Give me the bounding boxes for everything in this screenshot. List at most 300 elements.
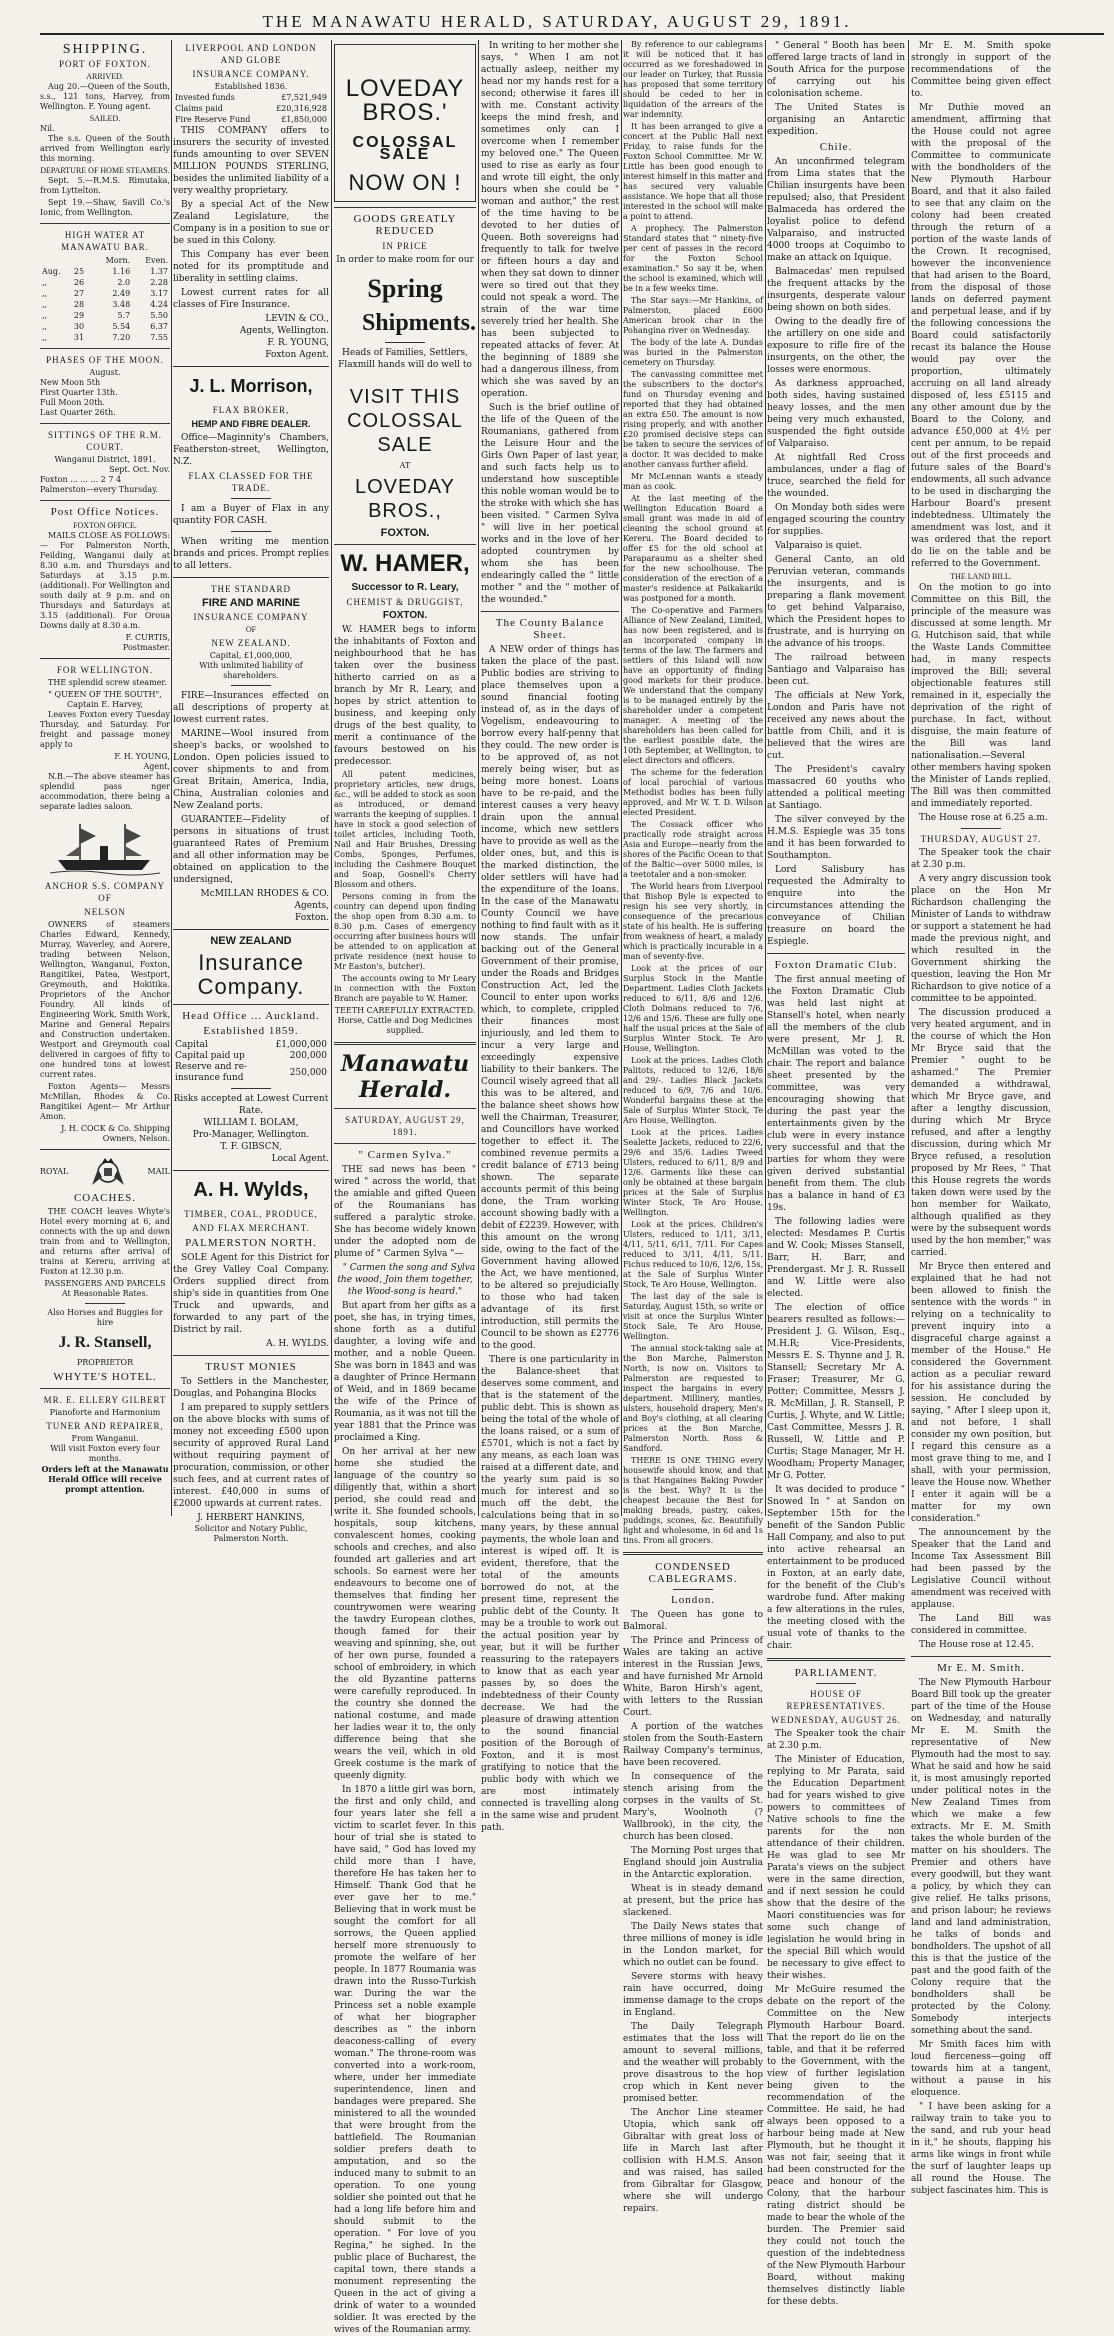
tide-morn: 5.7 — [117, 311, 131, 320]
anchor-heading: ANCHOR S.S. COMPANY OF — [44, 881, 166, 903]
loveday-name: LOVEDAY BROS., — [355, 476, 455, 522]
divider — [40, 1149, 170, 1150]
court-months: Sept. Oct. Nov. — [109, 465, 170, 474]
trust-sub: To Settlers in the Manchester, Douglas, and Pohangina Blocks — [173, 1377, 329, 1399]
moon-phase: Full Moon 20th. — [40, 398, 105, 407]
globe-agent: F. R. YOUNG, — [267, 338, 329, 348]
divider — [173, 1355, 329, 1356]
tide-month: ,, — [42, 278, 48, 287]
tide-day: 29 — [73, 311, 85, 320]
cable-item: The Morning Post urges that England should join Australia in the Antarctic exploration. — [623, 1846, 763, 1880]
standard-marine: MARINE—Wool insured from sheep's backs, or woolshed to London. Open policies issued to cover shipments to and from Great Britain, America, India, China, Australian colonies and New Zealand ports. — [173, 729, 329, 811]
chile-paragraph: As darkness approached, both sides, having sustained heavy losses, and the men being very much exhausted, suspended the fight outside of Valparaiso. — [767, 379, 905, 449]
column-6 — [767, 40, 905, 2307]
divider — [911, 1656, 1051, 1657]
globe-sub: INSURANCE COMPANY. — [192, 69, 310, 79]
gilbert-tuner: TUNER AND REPAIRER, — [46, 1421, 164, 1431]
cable-item: The Daily News states that three millions of money is idle in the London market, for which no outlet can be found. — [623, 1922, 763, 1968]
news-item: " General " Booth has been offered large tracts of land in South Africa for the purpose of carrying out his colonisation scheme. — [767, 41, 905, 99]
news-item: Look at the prices of our Surplus Stock in the Mantle Department. Ladies Cloth Jackets reduced to 6/11, 8/6 and 12/6. Cloth Dolmans reduced to 7/6, 12/6 and 15/6. These are fully one half the usual prices at the Sale of Surplus Winter Stock. Te Aro House, Wellington. — [623, 964, 763, 1053]
stansell-role: PROPRIETOR — [76, 1358, 134, 1367]
divider — [334, 544, 476, 545]
tide-morn: 1.16 — [112, 267, 131, 276]
globe-body-3: This Company has ever been noted for its promptitude and liberality in settling claims. — [173, 250, 329, 284]
hamer-town: FOXTON. — [382, 610, 428, 621]
morrison-dealer: HEMP AND FIBRE DEALER. — [191, 419, 311, 429]
divider — [40, 223, 170, 224]
divider — [173, 366, 329, 367]
news-item: The canvassing committee met the subscribers to the doctor's fund on Thursday evening and reported that they had obtained an extra £50. The amount is now rising properly, and with another £20 promised decisive steps can be taken to secure the services of a doctor. It was decided to make another canvass further afield. — [623, 370, 763, 469]
standard-h3: INSURANCE COMPANY — [193, 612, 309, 622]
tide-day: 28 — [73, 300, 85, 309]
parliament-paragraph: Mr Bryce then entered and explained that he had not been allowed to finish the sentence with the words " in relying on a technicality to prevent inquiry into a disgraceful charge against a member of the House." He considered the Government action as a peculiar reward for his assistance during the session. He concluded by saying, " After I sleep upon it, and not before, I shall consider my own position, but I regard this censure as a most grave thing to me, and I shall, with your permission, leave the House now. Whether I enter it again will be a matter for my own consideration." — [911, 1262, 1051, 1524]
morrison-office: Office—Maginnity's Chambers, Featherston-street, Wellington, N.Z. — [173, 433, 329, 467]
capital-label: Capital paid up — [175, 1051, 245, 1061]
smith-paragraph: " I have been asking for a railway train to take you to the sand, and rub your head in it," he shouts, flapping his arms like wings in front while the surf of laughter leaps up all round the House. The subject fascinates him. This is — [911, 2102, 1051, 2196]
smith-title: Mr E. M. Smith. — [937, 1662, 1025, 1674]
divider — [961, 828, 1001, 829]
divider — [173, 929, 329, 930]
trust-sign-place: Palmerston North. — [213, 1534, 289, 1543]
cables-place: London. — [671, 1594, 715, 1606]
tide-morn: 3.48 — [112, 300, 131, 309]
tide-month: Aug. — [42, 267, 61, 276]
gilbert-orders: Orders left at the Manawatu Herald Office will receive prompt attention. — [41, 1464, 169, 1494]
nzi-h1: NEW ZEALAND — [210, 935, 292, 947]
article-paragraph: Such is the brief outline of the life of the Queen of the Roumanians, gathered from the Leisure Hour and the Girls Own Paper of last year, and such facts help us to understand how susceptible this noble woman would be to the stroke with which she has been visited. " Carmen Sylva " will live in her poetical works and in the love of her adopted countrymen by whom she has been endearingly called the " little mother " and the " mother of the wounded." — [481, 403, 619, 605]
article-paragraph: THE sad news has been " wired " across the world, that the amiable and gifted Queen of the Roumanians has suffered a paralytic stroke. She has become widely known under the adopted nom de plume of " Carmen Sylva "— — [334, 1165, 476, 1259]
departure-2: Sept 19.—Shaw, Savill Co.'s Ionic, from Wellington. — [40, 198, 170, 217]
chile-paragraph: The President's cavalry massacred 60 youths who attended a political meeting at Santiago. — [767, 765, 905, 811]
tide-morn: 2.49 — [112, 289, 131, 298]
trust-sign-title: Solicitor and Notary Public, — [194, 1524, 308, 1533]
nzi-risks: Risks accepted at Lowest Current Rate. — [173, 1094, 329, 1116]
wylds-sign: A. H. WYLDS. — [266, 1339, 329, 1349]
nzi-agent: WILLIAM I. BOLAM, — [203, 1118, 299, 1128]
loveday-town: FOXTON. — [380, 527, 430, 539]
divider — [40, 500, 170, 501]
nzi-office: Head Office ... Auckland. — [182, 1010, 320, 1022]
parliament-paragraph: The Minister of Education, replying to Mr Parata, said the Education Department had for years wished to give powers to committees of Native schools to fine the parents for the non attendance of their children. He was glad to see Mr Parata's views on the subject were in the same direction, and if next session he could show that the desire of the Maori constituencies was for some such change of legislation he would bring in the special Bill which would be necessary to give effect to their wishes. — [767, 1755, 905, 1981]
column-1 — [40, 40, 170, 1516]
stansell-name: J. R. Stansell, — [58, 1334, 152, 1351]
parliament-paragraph: Mr E. M. Smith spoke strongly in support of the recommendations of the Committee being given effect to. — [911, 41, 1051, 99]
fund-value: £1,850,000 — [281, 115, 327, 124]
chile-paragraph: Owing to the deadly fire of the artillery on one side and exposure to rifle fire of the insurgents, on the other, the losses were enormous. — [767, 317, 905, 375]
news-item: Look at the prices. Ladies Cloth Palitots, reduced to 12/6, 18/6 and 29/-. Ladies Black Jackets reduced to 6/9, 7/6 and 10/6. Wonderful bargains these at the Sale of Surplus Winter Stock, Te Aro House, Wellington. — [623, 1056, 763, 1125]
tide-even: 3.17 — [150, 289, 168, 298]
departure-heading: DEPARTURE OF HOME STEAMERS. — [40, 166, 170, 175]
parliament-paragraph: Mr McGuire resumed the debate on the report of the Committee on the New Plymouth Harbour Board. That the report do lie on the table, and that it be referred to the Government, with the view of further legislation being given to the recommendation of the Committee. He said, he had always been opposed to a harbour being made at New Plymouth, but he thought it was not fair, seeing that it had been constructed for the peace and honour of the Colony, that the harbour rating district should be made to bear the whole of the burden. The Premier said they could not touch the question of the indebtedness of the New Plymouth Harbour Board, without making themselves distinctly liable for these debts. — [767, 1985, 905, 2307]
tide-table — [40, 255, 170, 343]
balance-paragraph: A NEW order of things has taken the place of the past. Public bodies are striving to place themselves upon a sound financial footing instead of, as in the days of Vogelism, endeavouring to borrow every half-penny that they could. The new order is to be approved of, as not merely being wiser, but as being more honest. Loans have to be re-paid, and the interest causes a very heavy drain upon the annual income, which new settlers have to provide as well as the older ones, but, and this is the marked distinction, the older settlers will have had the expenditure of the loans. In the case of the Manawatu County Council we have nothing to find fault with as it now stands. The unfair backing out of the General Government of their promise, under the Roads and Bridges Construction Act, led the Council to enter upon works which, to complete, crippled their finances most injuriously, and led them to incur a very large and exceedingly expensive liability to their bankers. The Council wisely agreed that all this was to be altered, and the balance sheet shows how well the Chairman, Treasurer, and Councillors have worked together to effect it. The combined revenue permits a credit balance of £713 being shown. The separate accounts permit of this being done, the Tram working account showing badly with a debit of £2239. However, with this amount on the wrong side, owing to the fact of the Government having allowed the Act, we have mentioned, to be altered so prejudicially to those who had taken advantage of its first introduction, still permits the Council to be shown as £2776 to the good. — [481, 645, 619, 1351]
dramatic-paragraph: The first annual meeting of the Foxton Dramatic Club was held last night at Stansell's hotel, when nearly all the members of the club were present, Mr J. R. McMillan was voted to the chair. The report and balance sheet presented by the committee, was very encouraging showing that during the past year the entertainments given by the club were in every instance very successful and that the parties for whom they were given derived substantial benefit from them. The club has a balance in hand of £3 19s. — [767, 975, 905, 1213]
parliament-paragraph: On the motion to go into Committee on this Bill, the principle of the measure was discussed at some length. Mr G. Hutchison said, that while the Waste Lands Committee had, in many respects improved the Bill; several objectionable features still remained in it, especially the deprivation of the right of purchase. In fact, without disguise, the main feature of the Bill was land nationalisation.—Several other members having spoken the Minister of Lands replied. The Bill was then committed and immediately reported. — [911, 583, 1051, 809]
table-row — [173, 1062, 329, 1084]
standard-guarantee: GUARANTEE—Fidelity of persons in situations of trust guaranteed Rates of Premium and all other information may be obtained on application to the undersigned, — [173, 815, 329, 885]
departure-1: Sept. 5.—R.M.S. Rimutaka, from Lyttelton. — [40, 176, 170, 195]
divider — [85, 1303, 125, 1304]
arrived-text: Aug 20.—Queen of the South, s.s., 121 tons, Harvey, from Wellington. F. Young agent. — [40, 82, 170, 111]
column-rule — [331, 40, 332, 1516]
news-item: The World hears from Liverpool that Bishop Byle is expected to resign his see very shortly, in consequence of the precarious state of his health. He is suffering from weakness of heart, a malady which is practically incurable in a man of seventy-five. — [623, 882, 763, 961]
tide-month: ,, — [42, 311, 48, 320]
loveday-heads: Heads of Families, Settlers, Flaxmill hands will do well to — [338, 348, 472, 370]
globe-est: Established 1836. — [214, 82, 288, 91]
cable-item: The Prince and Princess of Wales are taking an active interest in the Russian Jews, and have furnished Mr Arnold White, Baron Hirsh's agent, with letters to the Russian Court. — [623, 1636, 763, 1718]
news-item: Look at the prices. Ladies Sealette Jackets, reduced to 22/6, 29/6 and 35/6. Ladies Tweed Ulsters, reduced to 6/11, 8/9 and 12/6. Garments like these can only be obtained at these bargain prices at the Sale of Surplus Winter Stock, Te Aro House, Wellington. — [623, 1128, 763, 1217]
mail-label: MAIL — [147, 1167, 170, 1176]
nzi-capital-table — [173, 1040, 329, 1084]
wylds-trade: TIMBER, COAL, PRODUCE, — [184, 1209, 318, 1219]
column-2 — [173, 40, 329, 1543]
divider — [767, 953, 905, 954]
cable-item: Wheat is in steady demand at present, but the price has slackened. — [623, 1884, 763, 1918]
thursday-heading: THURSDAY, AUGUST 27. — [920, 834, 1042, 844]
post-sub: FOXTON OFFICE. — [73, 521, 137, 530]
cable-item: The Queen has gone to Balmoral. — [623, 1610, 763, 1632]
parliament-paragraph: The Speaker took the chair at 2.30 p.m. — [911, 848, 1051, 870]
court-foxton: Foxton ... ... ... 2 7 4 — [40, 475, 122, 484]
divider — [481, 611, 619, 612]
nzi-est: Established 1859. — [203, 1025, 299, 1037]
anchor-agents: Foxton Agents— Messrs McMillan, Rhodes & Co. Rangitikei Agent— Mr Arthur Amon. — [40, 1082, 170, 1121]
loveday-advertisement — [334, 44, 476, 202]
wellington-heading: FOR WELLINGTON. — [56, 665, 154, 675]
wellington-agent-title: Agent, — [143, 762, 170, 771]
standard-liability: With unlimited liability of shareholders. — [199, 661, 303, 680]
divider — [231, 1088, 271, 1089]
nzi-h2: Insurance Company. — [197, 950, 305, 999]
globe-body-1: THIS COMPANY offers to insurers the security of invested funds amounting to over SEVEN MILLION POUNDS STERLING, besides the unlimited liability of a very wealthy proprietary. — [173, 126, 329, 196]
smith-paragraph: The New Plymouth Harbour Board Bill took up the greater part of the time of the House on Wednesday, and naturally Mr E. M. Smith the representative of New Plymouth had the most to say. What he said and how he said it, is most amusingly reported under political notes in the New Zealand Times from which we make a few extracts. Mr E. M. Smith takes the whole burden of the matter on his shoulders. The Premier and others have every goodwill, but they want a policy, by which they can give relief. He talks prisons, and prison labour; he reviews land and land administration, he talks of bonds and bondholders. The upshot of all this is that the justice of the past and the good faith of the Colony require that the bondholders shall be protected by the Colony. Somebody interjects something about the sand. — [911, 1678, 1051, 2036]
standard-agent: McMILLAN RHODES & CO. — [200, 889, 329, 899]
news-item: The Cossack officer who practically rode straight across Asia and Europe—nearly from the shores of the Pacific Ocean to that of the Baltic—over 5000 miles, is a teetotaler and a non-smoker. — [623, 820, 763, 879]
news-item: By reference to our cablegrams it will be noticed that it has occurred as we foreshadowed in our leader on Turkey, that Russia has proposed that some territory should be ceded to her in liquidation of the arrears of the war indemnity. — [623, 40, 763, 119]
article-paragraph: But apart from her gifts as a poet, she has, in trying times, shone forth as a dutiful daughter, a loving wife and mother, and a noble Queen. She was born in 1843 and was a daughter of Prince Hermann of Weid, and in 1869 became the wife of the Prince of Roumania, as it was not till the year 1881 that the Prince was proclaimed a King. — [334, 1301, 476, 1443]
capital-value: £1,000,000 — [275, 1040, 327, 1050]
standard-h2: FIRE AND MARINE — [202, 597, 300, 609]
chile-paragraph: Lord Salisbury has requested the Admiralty to enquire into the circumstances attending the conveyance of Chilian treasure on board the Espiegle. — [767, 865, 905, 947]
column-rule — [171, 40, 172, 1516]
tide-even: 4.24 — [150, 300, 168, 309]
globe-body-4: Lowest current rates for all classes of Fire Insurance. — [173, 288, 329, 310]
tide-even: 6.37 — [150, 322, 168, 331]
smith-paragraph: Mr Smith faces him with loud fierceness—going off towards him at a tangent, without a pause in his eloquence. — [911, 2040, 1051, 2098]
divider — [173, 1170, 329, 1171]
shipping-heading: SHIPPING. — [62, 42, 148, 57]
herald-nameplate: Manawatu Herald. — [340, 1051, 470, 1103]
table-row — [40, 299, 170, 310]
morrison-flax: FLAX CLASSED FOR THE TRADE. — [188, 471, 314, 493]
news-item: Mr McLennan wants a steady man as cook. — [623, 472, 763, 491]
stansell-hotel: WHYTE'S HOTEL. — [53, 1371, 157, 1383]
chile-paragraph: Balmacedas' men repulsed the frequent attacks by the insurgents, desperate valour being shown on both sides. — [767, 267, 905, 313]
loveday-visit: VISIT THIS COLOSSAL SALE — [347, 386, 463, 456]
gilbert-from: From Wanganui. — [71, 1434, 139, 1443]
table-row — [40, 332, 170, 343]
tide-day: 25 — [73, 267, 85, 276]
chile-title: Chile. — [819, 141, 853, 153]
nzi-agent: Local Agent. — [271, 1154, 329, 1164]
loveday-at: AT — [399, 461, 411, 470]
fund-label: Claims paid — [175, 104, 223, 113]
morrison-name: J. L. Morrison, — [189, 376, 313, 396]
chile-paragraph: At nightfall Red Cross ambulances, under a flag of truce, searched the field for the wounded. — [767, 453, 905, 499]
globe-agent: Foxton Agent. — [265, 350, 329, 360]
coach-horses: Also Horses and Buggies for hire — [47, 1308, 163, 1327]
chile-paragraph: Valparaiso is quiet. — [775, 541, 863, 551]
tide-even: 2.28 — [150, 278, 168, 287]
standard-fire: FIRE—Insurances effected on all descriptions of property at lowest current rates. — [173, 691, 329, 725]
divider — [767, 1658, 905, 1661]
table-row — [173, 1040, 329, 1051]
nzi-agent: T. F. GIBSCN, — [220, 1142, 282, 1152]
coach-parcels: PASSENGERS AND PARCELS — [44, 1279, 166, 1288]
dramatic-paragraph: The election of office bearers resulted as follows:—President J. G. Wilson, Esq., M.H.R; Vice-Presidents, Messrs E. S. Thynne and J. R. Stansell; Secretary Mr A. Fraser; Treasurer, Mr G. Potter; Committee, Messrs J. R. McMillan, J. R. Stansell, P. Curtis, J. Whyte, and W. Little; Cast Committee, Messrs J. R. Russell, W. Little and P. Curtis; Stage Manager, Mr H. Woodham; Property Manager, Mr G. Potter. — [767, 1303, 905, 1481]
divider — [231, 531, 271, 532]
arrived-label: ARRIVED. — [86, 72, 124, 81]
article-paragraph: In writing to her mother she says, " When I am not actually asleep, neither my head nor my hands rest for a second; otherwise it fares ill with me. Constant activity keeps the mind fresh, and sometimes only can I overcome when I remember my beloved one." The Queen used to rise as early as four and wrote till eight, the only hours when she could be " woman and author," the rest of the time having to be devoted to her duties of Queen. Both sovereigns had frequently to talk for twelve or fifteen hours a day and when they sat down to dinner were so tired out that they could not speak a word. The strain of the war time severely tried her health. She has been subjected to repeated attacks of fever. At the beginning of 1889 she had a dangerous illness, from which she was saved by an operation. — [481, 41, 619, 399]
divider — [231, 685, 271, 686]
court-sub: Wanganui District, 1891. — [54, 455, 156, 464]
loveday-colossal: COLOSSAL SALE — [352, 134, 458, 163]
anchor-heading-2: NELSON — [84, 907, 126, 917]
post-sign: F. CURTIS, — [125, 633, 170, 642]
tide-morn: 7.20 — [112, 333, 131, 342]
capital-label: Reserve and re-insurance fund — [175, 1062, 248, 1083]
court-heading: SITTINGS OF THE R.M. COURT. — [47, 430, 163, 452]
loveday-room: In order to make room for our — [336, 255, 474, 265]
cable-item: Severe storms with heavy rain have occurred, doing immense damage to the crops in England. — [623, 1972, 763, 2018]
wellington-nb: N.B.—The above steamer has splendid pass nger accommodation, there being a separate ladies saloon. — [40, 772, 170, 811]
tide-col-even: Even. — [145, 256, 168, 265]
loveday-shipments: Shipments. — [361, 310, 476, 336]
globe-agent: LEVIN & CO., — [265, 314, 329, 324]
standard-h4: OF — [245, 625, 257, 634]
article-title: " Carmen Sylva." — [358, 1149, 452, 1161]
wellington-lead: THE splendid screw steamer. — [48, 678, 167, 687]
divider — [385, 342, 425, 343]
nzi-agent: Pro-Manager, Wellington. — [192, 1130, 310, 1140]
royal-mail-header — [40, 1155, 170, 1189]
divider — [334, 1143, 476, 1144]
news-item: The last day of the sale is Saturday, August 15th, so write or visit at once the Surplus Winter Stock Sale, Te Aro House, Wellington. — [623, 1292, 763, 1341]
moon-month: August. — [89, 368, 121, 377]
post-heading: Post Office Notices. — [50, 506, 160, 518]
tide-day: 26 — [73, 278, 85, 287]
globe-agent: Agents, Wellington. — [239, 326, 329, 336]
post-sign-title: Postmaster. — [122, 643, 170, 652]
gilbert-visit: Will visit Foxton every four months. — [50, 1444, 160, 1463]
parliament-house: HOUSE OF REPRESENTATIVES. — [786, 1689, 886, 1711]
morrison-trade: FLAX BROKER, — [212, 405, 290, 415]
tide-month: ,, — [42, 333, 48, 342]
divider — [334, 207, 476, 208]
moon-phase: First Quarter 13th. — [40, 388, 118, 397]
news-item: Look at the prices. Children's Ulsters, reduced to 1/11, 3/11, 4/11, 5/11, 6/11, 7/11. For Capes reduced to 3/11, 4/11, 5/11. Fichus reduced to 10/6, 12/6, 15s, at the Sale of Surplus Winter Stock, Te Aro House, Wellington. — [623, 1220, 763, 1289]
dramatic-paragraph: It was decided to produce " Snowed In " at Sandon on September 15th for the benefit of the Sandon Public Hall Company, and also to put into active rehearsal an entertainment to be produced in Foxton, at an early date, for the benefit of the Club's wardrobe fund. After making a few alterations in the rules, the meeting closed with the usual vote of thanks to the chair. — [767, 1485, 905, 1651]
chile-paragraph: The officials at New York, London and Paris have not received any news about the battle from Chili, and it is believed that the wires are cut. — [767, 691, 905, 761]
news-item: A prophecy. The Palmerston Standard states that " ninety-five per cent of passes in the record for the Foxton School examination." So say it be, when the school is examined, which will be in a few weeks time. — [623, 224, 763, 293]
table-row — [40, 266, 170, 277]
column-rule — [908, 40, 909, 1516]
parliament-paragraph: A very angry discussion took place on the Hon Mr Richardson challenging the Minister of Lands to withdraw or support a statement he had made the previous night, and which resulted in the Government shirking the question, leaving the Hon Mr Richardson to give notice of a committee to be appointed. — [911, 874, 1051, 1004]
divider — [623, 1552, 763, 1555]
tide-header-row — [40, 255, 170, 266]
parliament-paragraph: The House rose at 6.25 a.m. — [919, 813, 1048, 823]
wellington-agent: F. H. YOUNG, — [114, 752, 170, 761]
divider — [673, 1589, 713, 1590]
tide-morn: 2.0 — [117, 278, 131, 287]
dramatic-title: Foxton Dramatic Club. — [774, 959, 898, 971]
trust-heading: TRUST MONIES — [205, 1361, 297, 1373]
masthead-title: THE MANAWATU HERALD, SATURDAY, AUGUST 29, 1891. — [262, 12, 852, 31]
cable-item: The Anchor Line steamer Utopia, which sank off Gibraltar with great loss of life in March last after collision with H.M.S. Anson and was raised, has sailed from Gibraltar for Glasgow, where she will undergo repairs. — [623, 2108, 763, 2214]
table-row — [173, 114, 329, 125]
court-palmerston: Palmerston—every Thursday. — [40, 485, 159, 494]
news-item: At the last meeting of the Wellington Education Board a small grant was made in aid of cleaning the school ground at Kereru. The Board decided to offer £5 for the old school at Paraparaumu as a shelter shed for the new schoolhouse. The consideration of the erection of a master's residence at Paikakariki was postponed for a month. — [623, 494, 763, 603]
tide-even: 1.37 — [150, 267, 168, 276]
balance-paragraph: There is one particularity in the Balance-sheet that deserves some comment, and that is the statement of the public debt. This is shown as being the total of the whole of the loans raised, or a sum of £5701, which is not a fact by any means, as each loan was raised at a different date, and the yearly sum paid is so much for interest and so much off the debt, the calculations being that in so many years, by these annual payments, the whole loan and interest is wiped off. It is evident, therefore, that the total of the amounts borrowed do not, at the present time, represent the public debt of the County. It may be a trouble to work out the actual position year by year, but it will be further reassuring to the ratepayers to know that as each year passes by, so does the indebtedness of their County decrease. We had the pleasure of drawing attention to the sound financial position of the Borough of Foxton, and it is most gratifying to notice that the public body with which we are most intimately connected is travelling along in the same wise and prudent path. — [481, 1355, 619, 1833]
hamer-successor: Successor to R. Leary, — [351, 582, 459, 593]
loveday-now-on: NOW ON ! — [348, 170, 462, 195]
table-row — [40, 321, 170, 332]
loveday-heading: LOVEDAY BROS.' — [345, 75, 465, 126]
capital-value: 200,000 — [289, 1051, 327, 1061]
anchor-sign: J. H. COCK & Co. Shipping Owners, Nelson. — [61, 1124, 170, 1143]
fund-label: Fire Reserve Fund — [175, 115, 251, 124]
chile-paragraph: On Monday both sides were engaged scouring the country for supplies. — [767, 503, 905, 537]
table-row — [173, 103, 329, 114]
chile-paragraph: The silver conveyed by the H.M.S. Espiegle was 35 tons and it has been forwarded to Southampton. — [767, 815, 905, 861]
tide-col-morn: Morn. — [105, 256, 131, 265]
standard-agent: Foxton. — [295, 913, 329, 923]
parliament-paragraph: The House rose at 12.45. — [919, 1640, 1034, 1650]
morrison-buyer: I am a Buyer of Flax in any quantity FOR CASH. — [173, 504, 329, 526]
column-4 — [481, 40, 619, 1833]
news-item: The Star says:—Mr Hankins, of Palmerston, placed £600 American brook char in the Pohangina river on Wednesday. — [623, 296, 763, 335]
hamer-horse: Horse, Cattle and Dog Medicines supplied. — [337, 1016, 473, 1035]
column-rule — [621, 40, 622, 1516]
herald-date: SATURDAY, AUGUST 29, 1891. — [345, 1115, 465, 1137]
post-body: MAILS CLOSE AS FOLLOWS:— For Palmerston North, Feilding, Wanganui daily at 8.30 a.m. and Thursdays and Saturdays at 3.15 p.m. (additional). For Wellington and south daily at 9 p.m. and on Thursdays and Saturdays at 3.15 (additional). For Oroua Downs daily at 8.30 a.m. — [40, 531, 170, 630]
loveday-goods: GOODS GREATLY REDUCED — [353, 213, 457, 237]
steamship-icon — [50, 816, 160, 876]
parliament-paragraph: Mr Duthie moved an amendment, affirming that the House could not agree with the proposal of the Committee to communicate with the bondholders of the New Plymouth Harbour Board, and that it also failed to see that any claim on the colony had been created through the return of a portion of the waste lands of the Crown. It recognised, however the inconvenience that had arisen to the Board, from the disposal of those lands on deferred payment and perpetual lease, and if by the following concessions the Board could satisfactorily recast its balance the House would pay over the proportion, ultimately accruing on all land already disposed of, less £5115 and any other amount due by the Board to the Colony, and advance £50,000 at 4½ per cent per annum, to be repaid out of the first proceeds and future sales of the Board's endowments, all such advance to be used in discharging the Harbour Board's present indebtedness. Ultimately the amendment was lost, and it was ordered that the report do lie on the table and be referred to the Government. — [911, 103, 1051, 569]
coaches-heading: COACHES. — [73, 1192, 137, 1204]
divider — [40, 348, 170, 349]
capital-value: 250,000 — [289, 1067, 327, 1078]
fund-label: Invested funds — [175, 93, 235, 102]
news-item: The annual stock-taking sale at the Bon Marche, Palmerston North, is now on. Visitors to Palmerston are requested to inspect the bargains in every department. Millinery, mantles, ulsters, household drapery, Men's and Boy's clothing, at all clearing prices at the Bon Marche, Palmerston North. Ross & Sandford. — [623, 1344, 763, 1453]
moon-phase: Last Quarter 26th. — [40, 408, 116, 417]
news-item: THERE IS ONE THING every housewife should know, and that is that Hangaines Baking Powder is the best. Why? It is the cheapest because the Best for making breads, pastry, cakes, puddings, scones, &c. Beautifully light and wholesome, in 6d and 1s tins. From all grocers. — [623, 1456, 763, 1545]
cables-title: CONDENSED CABLEGRAMS. — [648, 1561, 738, 1585]
hamer-trade: CHEMIST & DRUGGIST, — [346, 597, 464, 607]
standard-h5: NEW ZEALAND. — [211, 638, 291, 648]
dramatic-paragraph: The following ladies were elected: Mesdames P. Curtis and W. Cook; Misses Stansell, Barr, H. Barr, and Prendergast. Mr J. R. Russell and W. Little were also elected. — [767, 1217, 905, 1299]
wylds-name: A. H. Wylds, — [193, 1179, 309, 1201]
divider — [173, 577, 329, 578]
sailed-text: Nil. — [40, 124, 55, 133]
chile-paragraph: General Canto, an old Peruvian veteran, commands the insurgents, and is preparing a flank movement to get behind Valparaiso, which the President hopes to frustrate, and is hurrying on the advance of his troops. — [767, 555, 905, 649]
trust-body: I am prepared to supply settlers on the above blocks with sums of money not exceeding £500 upon security of approved Rural Land without requiring payment of procuration, commission, or other such fees, and at current rates of interest. £40,000 in sums of £2000 upwards at current rates. — [173, 1403, 329, 1509]
cable-item: The Daily Telegraph estimates that the loss will amount to several millions, and the weather will probably prove disastrous to the hop crop which in Kent never promised better. — [623, 2022, 763, 2104]
table-row — [173, 92, 329, 103]
news-item: It has been arranged to give a concert at the Public Hall next Friday, to raise funds for the Foxton School Committee. Mr W. Little has been good enough to interest himself in this matter and has secured very valuable assistance. We hope that all those interested in the school will make a point to attend. — [623, 122, 763, 221]
sailed-label: SAILED. — [89, 114, 121, 123]
royal-label: ROYAL — [40, 1167, 69, 1176]
wylds-body: SOLE Agent for this District for the Grey Valley Coal Company. Orders supplied direct from ship's side in quantities from One Truck and upwards, and forwarded to any part of the District by rail. — [173, 1253, 329, 1335]
tide-day: 31 — [73, 333, 85, 342]
moon-heading: PHASES OF THE MOON. — [46, 355, 164, 365]
globe-heading: LIVERPOOL AND LONDON AND GLOBE — [185, 43, 317, 65]
tides-heading: HIGH WATER AT MANAWATU BAR. — [61, 230, 149, 252]
wylds-place: PALMERSTON NORTH. — [185, 1237, 317, 1249]
tide-day: 27 — [73, 289, 85, 298]
column-rule — [478, 40, 479, 1516]
trust-sign: J. HERBERT HANKINS, — [197, 1513, 305, 1523]
column-rule — [765, 40, 766, 1516]
standard-h1: THE STANDARD — [210, 584, 292, 594]
divider — [173, 1004, 329, 1005]
table-row — [173, 1051, 329, 1062]
wylds-trade-2: AND FLAX MERCHANT. — [192, 1223, 310, 1233]
divider — [334, 1042, 476, 1045]
capital-label: Capital — [175, 1040, 208, 1050]
moon-phase: New Moon 5th — [40, 378, 101, 387]
article-paragraph: In 1870 a little girl was born, the first and only child, and four years later she fell a victim to scarlet fever. In this hour of trial she is stated to have said, " God has loved my child more than I have, therefore He has taken her to Himself. Thank God that he ever gave her to me." Believing that in work must be sought the comfort for all sorrows, the Queen applied herself more strenuously to promote the welfare of her people. In 1877 Roumania was drawn into the Russo-Turkish war. During the war the Princess set a noble example of what her biographer describes as " the inborn deaconess-calling of every woman." The throne-room was converted into a work-room, where, under her immediate superintendence, linen and bandages were prepared. She ministered to all the wounded that were brought from the battlefield. The Roumanian soldier prefers death to amputation, and so the induced many to submit to an operation. To one young soldier she pointed out that he had a long life before him and should submit to the operation. " For love of you Regina," he sighed. In the public place of Bucharest, the capital town, there stands a monument representing the Queen in the act of giving a drink of water to a wounded soldier. It was erected by the wives of the Roumanian army. — [334, 1785, 476, 2335]
parliament-day: WEDNESDAY, AUGUST 26. — [771, 1715, 901, 1725]
loveday-spring: Spring — [367, 274, 443, 303]
tide-day: 30 — [73, 322, 85, 331]
balance-title: The County Balance Sheet. — [495, 617, 605, 641]
fund-value: £7,521,949 — [281, 93, 327, 102]
divider — [334, 1108, 476, 1109]
loveday-price: IN PRICE — [382, 241, 428, 251]
news-item: The Co-operative and Farmers Alliance of New Zealand, Limited, has now been registered, and is an incorporated company in terms of the law. The farmers and settlers of this Island will now have an opportunity of finding good markets for their produce. We understand that the company is to be managed entirely by the shareholder under a competent manager. A meeting of the shareholders has been called for the earliest possible date, the 10th September, at Wellington, to elect directors and officers. — [623, 606, 763, 765]
coach-body: THE COACH leaves Whyte's Hotel every morning at 6, and connects with the up and down train from and to Wellington, and returns after arrival of trains at Kereru, arriving at Foxton at 12.30 p.m. — [40, 1207, 170, 1276]
table-row — [40, 310, 170, 321]
shipping-note: The s.s. Queen of the South arrived from Wellington early this morning. — [40, 134, 170, 163]
tide-month: ,, — [42, 322, 48, 331]
tide-even: 5.50 — [150, 311, 168, 320]
hamer-body-1: W. HAMER begs to inform the inhabitants of Foxton and neighbourhood that he has taken over the business hitherto carried on as a branch by Mr R. Leary, and hopes by strict attention to business, and keeping only drugs of the best quality, to merit a continuance of the favours bestowed on his predecessor. — [334, 625, 476, 767]
fund-value: £20,316,928 — [276, 104, 327, 113]
table-row — [40, 277, 170, 288]
gilbert-trade: Pianoforte and Harmonium — [49, 1408, 161, 1417]
divider — [40, 423, 170, 424]
parliament-paragraph: The announcement by the Speaker that the Land and Income Tax Assessment Bill had been passed by the Legislative Council without amendment was received with applause. — [911, 1528, 1051, 1610]
parliament-paragraph: The Speaker took the chair at 2.30 p.m. — [767, 1729, 905, 1751]
globe-funds-table — [173, 92, 329, 125]
parliament-paragraph: The discussion produced a very heated argument, and in the course of which the Hon Mr Bryce said that the Premier " ought to be ashamed." The Premier demanded a withdrawal, which Mr Bryce gave, and after a lengthy discussion, during which Mr Bryce refused, and after a lengthy discussion, during which Mr Bryce refused, a resolution proposed by Mr Rees, " That this House regrets the words taken down were used by the hon member for Waikato, although qualified as they were by the subsequent words used by the hon member," was carried. — [911, 1008, 1051, 1258]
hamer-name: W. HAMER, — [340, 550, 470, 577]
article-paragraph: On her arrival at her new home she studied the language of the country so diligently that, within a short period, she could read and write it. She founded schools, hospitals, soup kitchens, convalescent homes, cooking schools and creches, and also founded art galleries and art schools. So earnest were her endeavours to become one of themselves that finding her countrywomen were wearing the tawdry European clothes, though famed for their weaving and spinning, she, out of her own purse, founded a school of embroidery, in which the old Byzantine patterns were carefully reproduced. In the country she donned the national costume, and made her ladies wear it to, the only difference being that she wears the veil, which in old Greek costume is the mark of queenly dignity. — [334, 1447, 476, 1781]
masthead — [0, 0, 1114, 40]
column-5 — [623, 40, 763, 2214]
divider — [231, 498, 271, 499]
coach-rates: At Reasonable Rates. — [61, 1289, 149, 1298]
shipping-port: PORT OF FOXTON. — [59, 59, 151, 69]
royal-crest-icon — [88, 1155, 128, 1189]
divider — [816, 1683, 856, 1684]
hamer-body-3: Persons coming in from the country can depend upon finding the shop open from 8.30 a.m. to 8.30 p.m. Cases of emergency occurring after business hours will be attended to on application at private residence (next house to Mr Easton's, butcher). — [334, 892, 476, 971]
divider — [40, 658, 170, 659]
tide-even: 7.55 — [150, 333, 168, 342]
parliament-title: PARLIAMENT. — [794, 1667, 878, 1679]
